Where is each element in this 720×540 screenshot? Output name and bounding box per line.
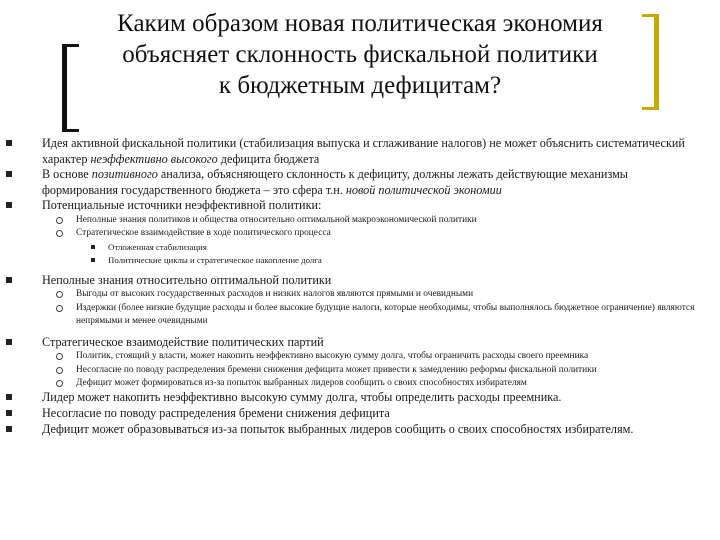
list-item-level-1 [0,335,720,351]
list-item-text [76,303,694,326]
list-item-level-1 [0,390,720,406]
italic-text: неэффективно высокого [90,151,218,166]
text-segment: Дефицит может образовываться из-за попыток выбранных лидеров сообщить о своих способностях избирателям. [42,421,634,436]
square-bullet-icon [6,410,12,416]
list-item-text [76,215,477,225]
circle-bullet-icon [56,367,63,374]
list-item-level-2 [0,364,720,377]
bullet-list [0,136,720,437]
list-item-text [42,167,628,197]
list-item-text [42,390,561,404]
square-bullet-icon [91,245,95,249]
square-bullet-icon [6,202,12,208]
text-segment: Идея активной фискальной политики (стабилизация выпуска и сглаживание налогов) не может объяснить систематический характер [42,136,685,166]
text-segment: дефицита бюджета [217,151,320,166]
list-item-text [76,378,527,388]
list-item-text [76,289,473,299]
list-item-level-2 [0,214,720,227]
square-bullet-icon [6,339,12,345]
text-segment: Стратегическое взаимодействие в ходе политического процесса [76,228,331,239]
text-segment: Отложенная стабилизация [108,241,207,252]
text-segment: Дефицит может формироваться из-за попыток выбранных лидеров сообщить о своих способностях избирателям [76,378,527,388]
list-item-text [108,255,322,265]
text-segment: Стратегическое взаимодействие политических партий [42,334,324,349]
list-item-level-1 [0,136,720,167]
list-item-level-1 [0,422,720,438]
text-segment: В основе [42,167,92,182]
text-segment: Несогласие по поводу распределения бремени снижения дефицита может привести к замедлению реформы фискальной политики [76,364,597,375]
list-item-text [42,198,321,212]
title-line-3: к бюджетным дефицитам? [218,72,502,99]
text-segment: Потенциальные источники неэффективной политики: [42,198,322,213]
circle-bullet-icon [56,353,63,360]
list-item-level-1 [0,167,720,198]
square-bullet-icon [6,394,12,400]
list-item-text [42,136,685,166]
square-bullet-icon [6,426,12,432]
square-bullet-icon [91,258,95,262]
italic-text: новой политической экономии [345,182,502,197]
list-item-text [42,335,324,349]
list-item-level-3 [0,254,720,267]
list-item-text [42,273,331,287]
circle-bullet-icon [56,217,63,224]
list-item-text [42,422,633,436]
text-segment: Политические циклы и стратегическое накопление долга [108,254,322,265]
list-item-level-1 [0,198,720,214]
list-item-level-2 [0,350,720,363]
list-item-level-3 [0,241,720,254]
list-item-text [76,351,588,361]
text-segment: Лидер может накопить неэффективно высокую сумму долга, чтобы определить расходы преемника. [42,390,562,405]
square-bullet-icon [6,277,12,283]
square-bullet-icon [6,140,12,146]
text-segment: Политик, стоящий у власти, может накопить неэффективно высокую сумму долга, чтобы ограничить расходы своего преемника [76,351,589,362]
text-segment: Издержки (более низкие будущие расходы и более высокие будущие налоги, которые необходимы, чтобы выполнялось бюджетное ограничение) являются непрямыми и менее очевидными [76,302,695,327]
text-segment: Выгоды от высоких государственных расходов и низких налогов являются прямыми и очевидными [76,289,474,300]
list-item-level-2 [0,377,720,390]
text-segment: Несогласие по поводу распределения бремени снижения дефицита [42,406,390,420]
circle-bullet-icon [56,380,63,387]
list-item-level-1 [0,273,720,289]
circle-bullet-icon [56,305,63,312]
left-bracket [62,44,79,132]
list-item-text [42,406,390,420]
list-item-level-2 [0,227,720,240]
list-item-level-1 [0,406,720,422]
square-bullet-icon [6,171,12,177]
right-bracket [642,14,659,110]
slide-title [80,8,640,101]
list-item-level-2 [0,288,720,301]
list-item-text [76,228,331,238]
list-item-text [108,242,207,252]
italic-text: позитивного [91,167,158,182]
list-item-text [76,365,597,375]
circle-bullet-icon [56,291,63,298]
text-segment: Неполные знания относительно оптимальной политики [42,272,332,287]
circle-bullet-icon [56,230,63,237]
title-line-1: Каким образом новая политическая экономия [117,10,603,37]
title-line-2: объясняет склонность фискальной политики [122,41,598,68]
text-segment: анализа, объясняющего склонность к дефициту, должны лежать действующие механизмы формирования государственного бюджета – это сфера т.н. [42,167,628,197]
text-segment: Неполные знания политиков и общества относительно оптимальной макроэкономической политики [76,214,477,225]
list-item-level-2 [0,302,720,329]
